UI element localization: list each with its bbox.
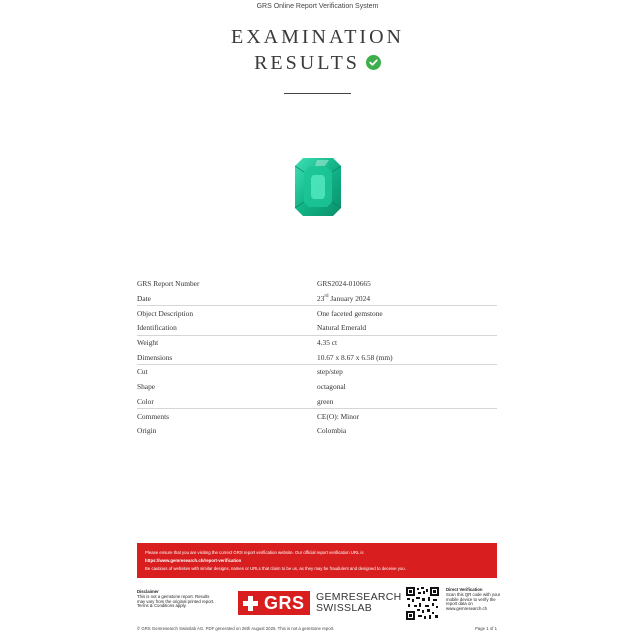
value-color: green <box>317 396 334 406</box>
value-cut: step/step <box>317 367 343 377</box>
label-color: Color <box>137 396 154 406</box>
value-shape: octagonal <box>317 382 346 392</box>
row-report-number <box>137 277 497 292</box>
label-shape: Shape <box>137 382 156 392</box>
disclaimer-text: This is not a gemstone report. Results may vary from the original printed report. <box>137 593 215 604</box>
report-details-table <box>137 277 497 439</box>
label-weight: Weight <box>137 338 159 348</box>
brand-line2: SWISSLAB <box>316 602 373 614</box>
label-comments: Comments <box>137 411 170 421</box>
row-date <box>137 292 497 307</box>
page-title-line2 <box>0 52 635 75</box>
row-shape <box>137 380 497 395</box>
title-results-text: RESULTS <box>254 52 360 74</box>
label-origin: Origin <box>137 426 157 436</box>
value-report-number: GRS2024-010665 <box>317 279 371 289</box>
brand-name <box>316 592 402 614</box>
label-date: Date <box>137 294 151 304</box>
value-comments: CE(O): Minor <box>317 411 360 421</box>
page-title-line1: EXAMINATION <box>231 26 404 48</box>
swiss-cross-icon <box>242 595 259 612</box>
qr-code-icon[interactable] <box>406 587 439 620</box>
row-comments <box>137 409 497 424</box>
row-color <box>137 395 497 410</box>
row-object-description <box>137 306 497 321</box>
grs-logo <box>238 591 310 615</box>
disclaimer-title: Disclaimer <box>137 589 159 594</box>
check-circle-icon <box>366 55 381 70</box>
page-caption: GRS Online Report Verification System <box>256 3 379 10</box>
brand-line1: GEMRESEARCH <box>316 591 402 603</box>
row-identification <box>137 321 497 336</box>
direct-verification-text: Scan this QR code with your mobile device to verify the report data on www.gemresearch.ch <box>446 591 501 612</box>
verification-url-link[interactable]: https://www.gemresearch.ch/report-verification <box>145 558 242 563</box>
page-number: Page 1 of 1 <box>475 626 497 631</box>
value-identification: Natural Emerald <box>317 323 367 333</box>
direct-verification-title: Direct Verification <box>446 587 483 592</box>
warning-line1: Please ensure that you are visiting the correct GRS report verification website. Our official report verification URL is <box>145 550 364 555</box>
value-object-description: One faceted gemstone <box>317 308 383 318</box>
copyright-text: © GRS Gemresearch Swisslab AG. PDF generated on 26th August 2025. This is not a gemstone report. <box>137 626 335 631</box>
row-weight <box>137 336 497 351</box>
disclaimer-block <box>137 590 217 609</box>
emerald-image <box>295 158 341 216</box>
grs-logo-text: GRS <box>264 592 305 613</box>
value-date: 23rd January 2024 <box>317 294 371 304</box>
label-report-number: GRS Report Number <box>137 279 200 289</box>
value-origin: Colombia <box>317 426 347 436</box>
row-cut <box>137 365 497 380</box>
label-dimensions: Dimensions <box>137 352 173 362</box>
direct-verification-block <box>446 588 506 612</box>
footer-bar <box>137 626 497 631</box>
row-origin <box>137 424 497 439</box>
warning-line3: Be cautious of websites with similar designs, names or URLs that claim to be us, as they may be fraudulent and designed to deceive you. <box>145 566 406 571</box>
row-dimensions <box>137 350 497 365</box>
terms-link[interactable]: Terms & Conditions apply. <box>137 603 187 609</box>
label-cut: Cut <box>137 367 148 377</box>
title-divider <box>284 93 351 94</box>
label-identification: Identification <box>137 323 177 333</box>
value-dimensions: 10.67 x 8.67 x 6.58 (mm) <box>317 352 393 362</box>
fraud-warning-banner <box>137 543 497 578</box>
label-object-description: Object Description <box>137 308 194 318</box>
value-weight: 4.35 ct <box>317 338 338 348</box>
